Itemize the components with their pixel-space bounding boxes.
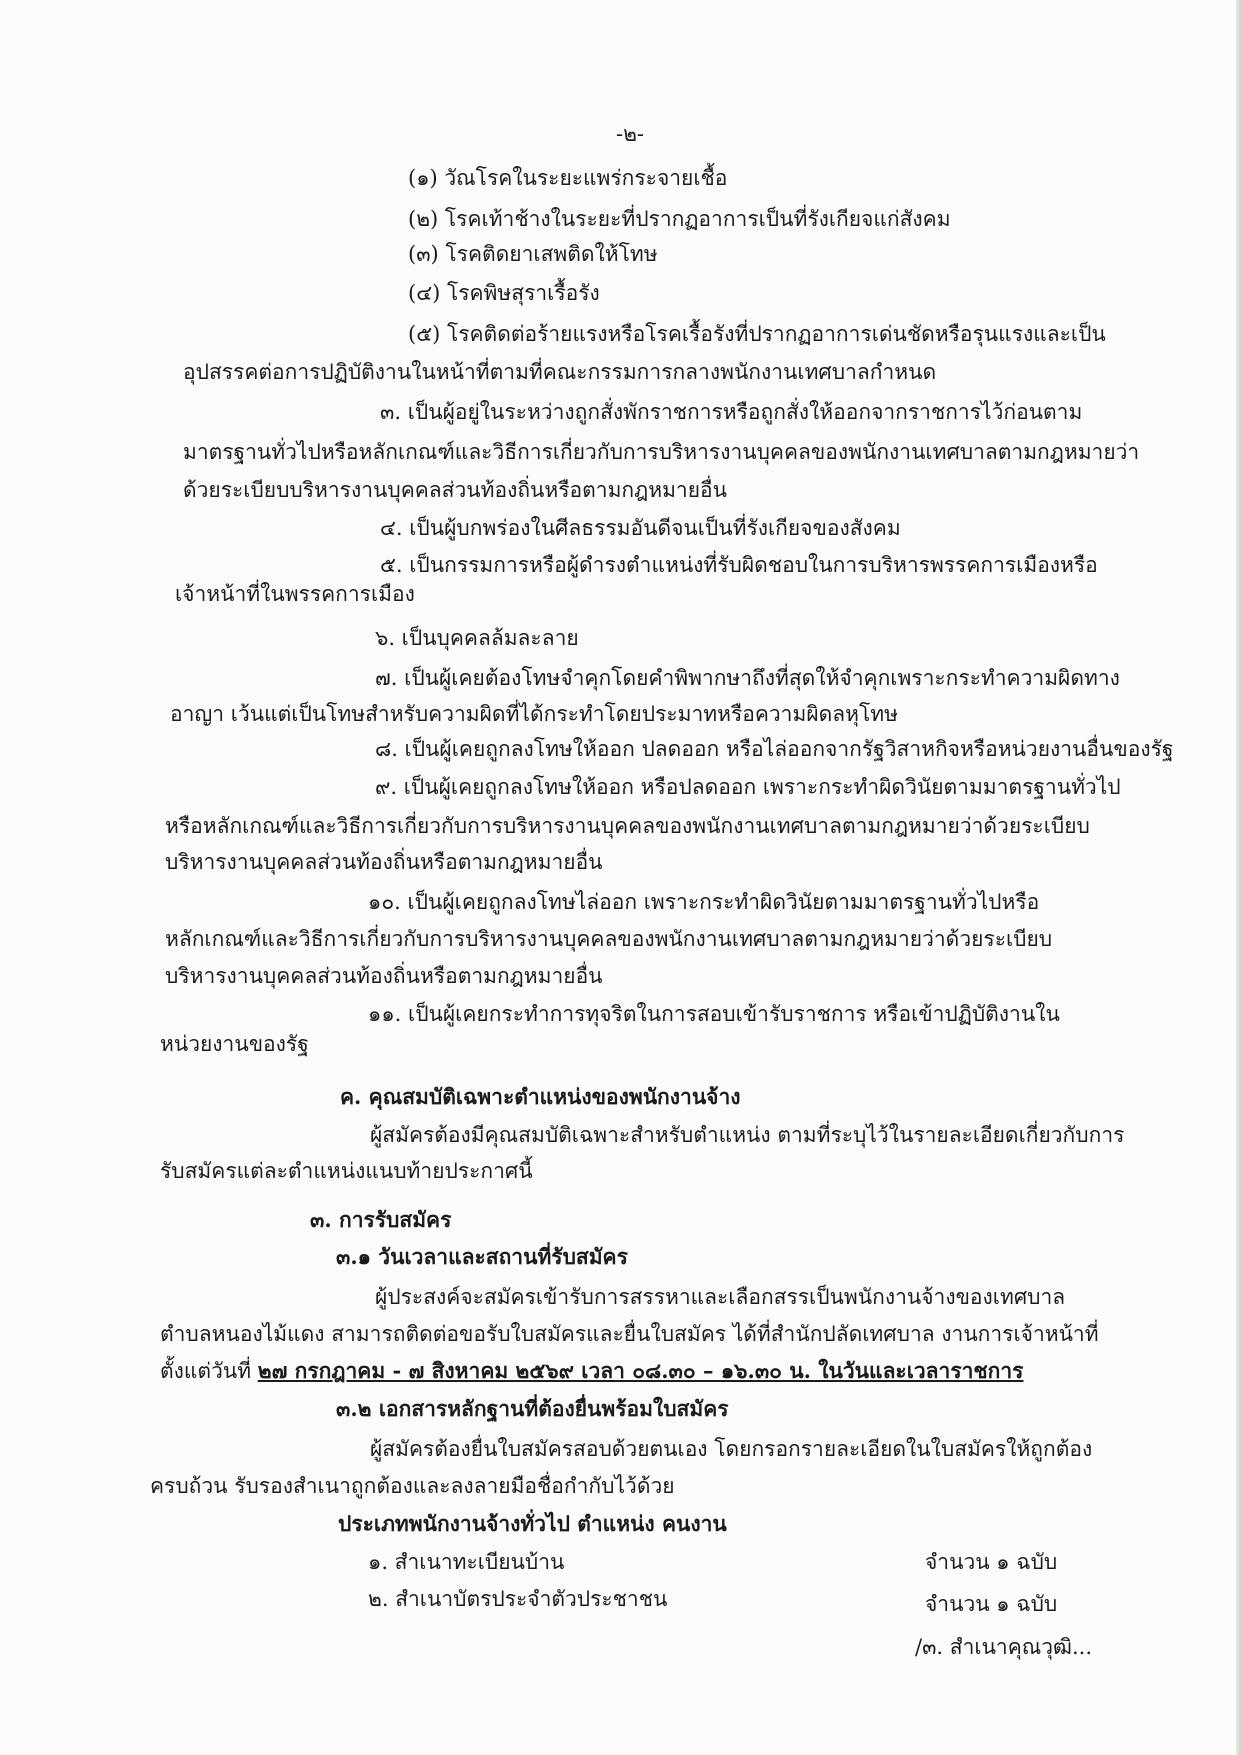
text-line: ครบถ้วน รับรองสำเนาถูกต้องและลงลายมือชื่อกำกับไว้ด้วย [150, 1474, 675, 1498]
text-line: ๖. เป็นบุคคลล้มละลาย [375, 626, 579, 650]
continuation-note: /๓. สำเนาคุณวุฒิ... [915, 1635, 1093, 1659]
text-line: หรือหลักเกณฑ์และวิธีการเกี่ยวกับการบริหารงานบุคคลของพนักงานเทศบาลตามกฎหมายว่าด้วยระเบียบ [165, 814, 1090, 838]
text-line: ผู้สมัครต้องมีคุณสมบัติเฉพาะสำหรับตำแหน่ง ตามที่ระบุไว้ในรายละเอียดเกี่ยวกับการ [370, 1123, 1125, 1147]
text-line: บริหารงานบุคคลส่วนท้องถิ่นหรือตามกฎหมายอื่น [165, 964, 603, 988]
text-line: หน่วยงานของรัฐ [160, 1032, 309, 1056]
text-line: มาตรฐานทั่วไปหรือหลักเกณฑ์และวิธีการเกี่ยวกับการบริหารงานบุคคลของพนักงานเทศบาลตามกฎหมายว่า [183, 440, 1140, 464]
section-heading: ๓. การรับสมัคร [310, 1207, 452, 1232]
text-line: บริหารงานบุคคลส่วนท้องถิ่นหรือตามกฎหมายอื่น [165, 850, 603, 874]
text-line: (๕) โรคติดต่อร้ายแรงหรือโรคเรื้อรังที่ปรากฏอาการเด่นชัดหรือรุนแรงและเป็น [408, 322, 1106, 346]
document-quantity: จำนวน ๑ ฉบับ [925, 1592, 1058, 1616]
text-line: เจ้าหน้าที่ในพรรคการเมือง [175, 582, 415, 606]
text-line: รับสมัครแต่ละตำแหน่งแนบท้ายประกาศนี้ [160, 1159, 533, 1183]
page-edge-shadow [1236, 0, 1242, 1755]
page-number: -๒- [615, 122, 645, 146]
text-line: ผู้ประสงค์จะสมัครเข้ารับการสรรหาและเลือกสรรเป็นพนักงานจ้างของเทศบาล [375, 1285, 1066, 1309]
text-line: อุปสรรคต่อการปฏิบัติงานในหน้าที่ตามที่คณะกรรมการกลางพนักงานเทศบาลกำหนด [183, 360, 937, 384]
text-line: ๙. เป็นผู้เคยถูกลงโทษให้ออก หรือปลดออก เพราะกระทำผิดวินัยตามมาตรฐานทั่วไป [375, 775, 1121, 799]
text-line: ๕. เป็นกรรมการหรือผู้ดำรงตำแหน่งที่รับผิดชอบในการบริหารพรรคการเมืองหรือ [380, 553, 1098, 577]
text-line: ๓. เป็นผู้อยู่ในระหว่างถูกสั่งพักราชการหรือถูกสั่งให้ออกจากราชการไว้ก่อนตาม [380, 400, 1083, 424]
date-line [160, 1357, 1023, 1385]
text-line: หลักเกณฑ์และวิธีการเกี่ยวกับการบริหารงานบุคคลของพนักงานเทศบาลตามกฎหมายว่าด้วยระเบียบ [165, 927, 1053, 951]
section-heading: ค. คุณสมบัติเฉพาะตำแหน่งของพนักงานจ้าง [340, 1084, 741, 1109]
document-item: ๒. สำเนาบัตรประจำตัวประชาชน [368, 1587, 668, 1611]
document-quantity: จำนวน ๑ ฉบับ [925, 1550, 1058, 1574]
date-range: ๒๗ กรกฎาคม - ๗ สิงหาคม ๒๕๖๙ เวลา ๐๘.๓๐ – ๑๖.๓๐ น. ในวันและเวลาราชการ [257, 1358, 1024, 1383]
text-line: (๓) โรคติดยาเสพติดให้โทษ [408, 242, 658, 266]
text-line: (๔) โรคพิษสุราเรื้อรัง [408, 281, 600, 305]
text-line: ๑๑. เป็นผู้เคยกระทำการทุจริตในการสอบเข้ารับราชการ หรือเข้าปฏิบัติงานใน [368, 1002, 1060, 1026]
text-line: ๘. เป็นผู้เคยถูกลงโทษให้ออก ปลดออก หรือไล่ออกจากรัฐวิสาหกิจหรือหน่วยงานอื่นของรัฐ [375, 737, 1174, 761]
text-line: ๑๐. เป็นผู้เคยถูกลงโทษไล่ออก เพราะกระทำผิดวินัยตามมาตรฐานทั่วไปหรือ [368, 890, 1040, 914]
text-line: ๔. เป็นผู้บกพร่องในศีลธรรมอันดีจนเป็นที่รังเกียจของสังคม [380, 516, 901, 540]
position-heading: ประเภทพนักงานจ้างทั่วไป ตำแหน่ง คนงาน [338, 1511, 727, 1536]
document-item: ๑. สำเนาทะเบียนบ้าน [368, 1550, 565, 1574]
text-line: (๒) โรคเท้าช้างในระยะที่ปรากฏอาการเป็นที่รังเกียจแก่สังคม [408, 207, 951, 231]
subsection-heading: ๓.๑ วันเวลาและสถานที่รับสมัคร [336, 1244, 628, 1269]
text-line: (๑) วัณโรคในระยะแพร่กระจายเชื้อ [408, 166, 728, 190]
text-line: ด้วยระเบียบบริหารงานบุคคลส่วนท้องถิ่นหรือตามกฎหมายอื่น [183, 478, 727, 502]
text-line: อาญา เว้นแต่เป็นโทษสำหรับความผิดที่ได้กระทำโดยประมาทหรือความผิดลหุโทษ [170, 702, 898, 726]
date-line-prefix: ตั้งแต่วันที่ [160, 1359, 258, 1383]
text-line: ตำบลหนองไม้แดง สามารถติดต่อขอรับใบสมัครและยื่นใบสมัคร ได้ที่สำนักปลัดเทศบาล งานการเจ้าหน้าที่ [160, 1322, 1099, 1346]
text-line: ๗. เป็นผู้เคยต้องโทษจำคุกโดยคำพิพากษาถึงที่สุดให้จำคุกเพราะกระทำความผิดทาง [375, 666, 1120, 690]
text-line: ผู้สมัครต้องยื่นใบสมัครสอบด้วยตนเอง โดยกรอกรายละเอียดในใบสมัครให้ถูกต้อง [370, 1437, 1093, 1461]
subsection-heading: ๓.๒ เอกสารหลักฐานที่ต้องยื่นพร้อมใบสมัคร [336, 1396, 729, 1421]
